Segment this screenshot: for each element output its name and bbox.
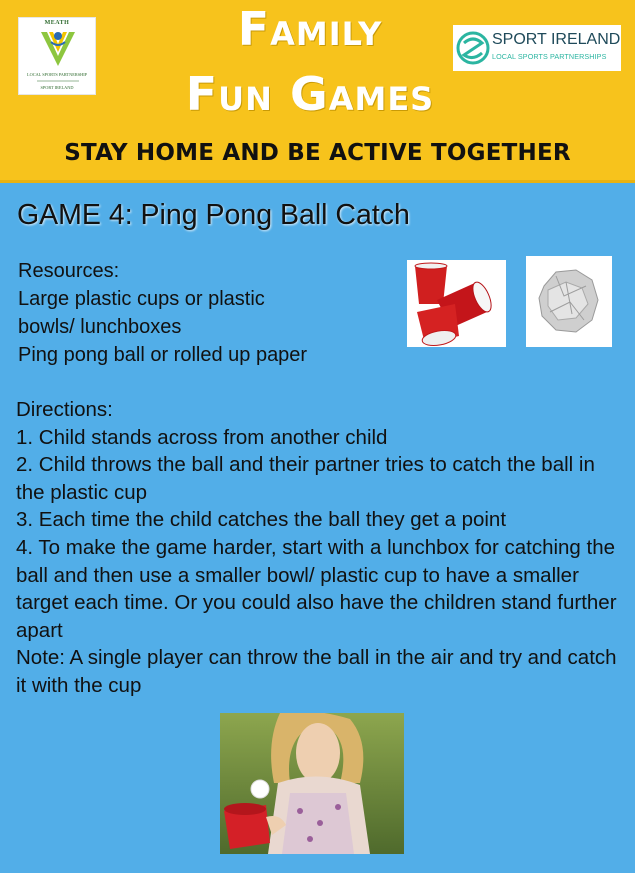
- direction-step: 2. Child throws the ball and their partner tries to catch the ball in the plastic cup: [16, 453, 595, 504]
- red-cups-image: [407, 260, 506, 347]
- sport-ireland-name: SPORT IRELAND: [492, 31, 621, 48]
- resources-section: [18, 257, 398, 369]
- directions-heading: Directions:: [16, 398, 113, 421]
- title-line-2: Fun Games: [185, 67, 435, 121]
- tagline: STAY HOME AND BE ACTIVE TOGETHER: [64, 140, 571, 166]
- resources-line: bowls/ lunchboxes: [18, 316, 182, 338]
- red-cups-icon: [407, 260, 506, 347]
- crumpled-paper-icon: [526, 256, 612, 347]
- meath-logo-middle-text: LOCAL SPORTS PARTNERSHIP: [26, 72, 88, 77]
- direction-step: 1. Child stands across from another child: [16, 425, 388, 449]
- direction-note: Note: A single player can throw the ball in the air and try and catch it with the cup: [16, 646, 617, 697]
- sport-ireland-subtitle: LOCAL SPORTS PARTNERSHIPS: [492, 52, 607, 61]
- resources-line: Large plastic cups or plastic: [18, 288, 265, 310]
- sport-ireland-swirl-icon: [456, 29, 490, 67]
- resources-heading: Resources:: [18, 260, 120, 282]
- child-catching-ball-photo: [220, 713, 404, 854]
- sport-ireland-logo: [453, 25, 621, 71]
- crumpled-paper-image: [526, 256, 612, 347]
- directions-section: [16, 396, 628, 700]
- direction-step: 3. Each time the child catches the ball they get a point: [16, 508, 507, 532]
- meath-logo-bottom-text: SPORT IRELAND: [40, 85, 74, 90]
- meath-lsp-logo: [18, 17, 96, 95]
- title-line-1: Family: [237, 2, 383, 56]
- meath-logo-top-text: MEATH: [44, 20, 70, 26]
- child-photo-illustration: [220, 713, 404, 854]
- resources-line: Ping pong ball or rolled up paper: [18, 344, 308, 366]
- direction-step: 4. To make the game harder, start with a lunchbox for catching the ball and then use a smaller bowl/ plastic cup to have a smaller target each time. Or you could also have the children stand further apart: [16, 535, 617, 642]
- game-title: GAME 4: Ping Pong Ball Catch: [17, 199, 410, 231]
- header-banner: [0, 0, 635, 183]
